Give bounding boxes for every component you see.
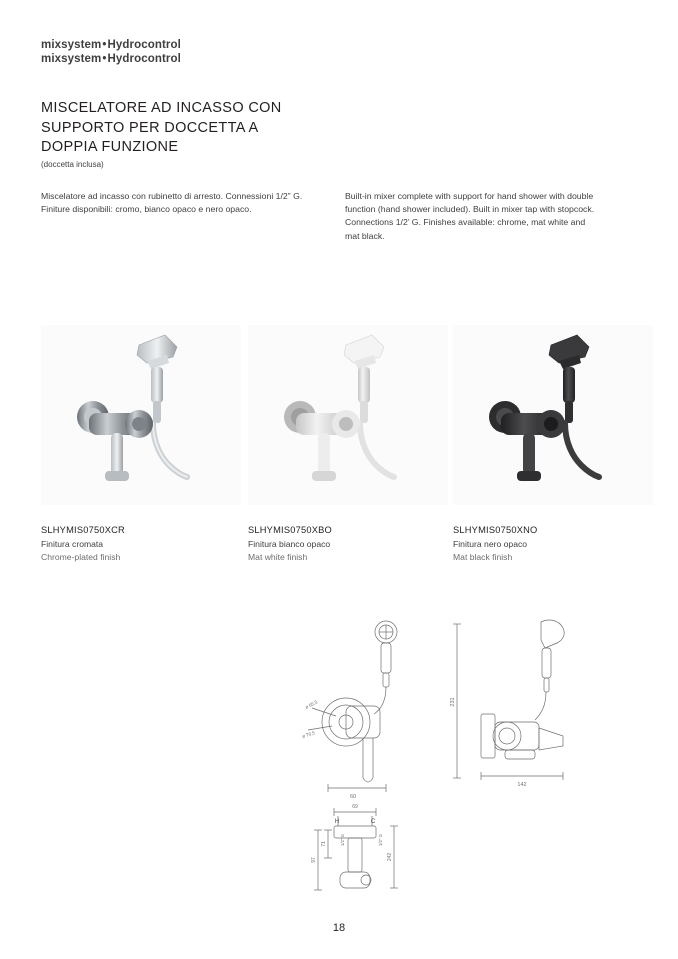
bottom-view-left-dim: 97 bbox=[311, 857, 317, 863]
page-title-line-2: SUPPORTO PER DOCCETTA A bbox=[41, 119, 259, 136]
bottom-view-top-dim: 69 bbox=[352, 804, 358, 810]
bottom-view-graphic bbox=[290, 800, 420, 905]
product-photo-mat-white-graphic bbox=[248, 325, 448, 505]
header-brand-2: mixsystem bbox=[41, 53, 102, 65]
header-line-2 bbox=[41, 52, 181, 66]
product-code: SLHYMIS0750XBO bbox=[248, 525, 332, 535]
description-italian: Miscelatore ad incasso con rubinetto di arresto. Connessioni 1/2” G. Finiture disponibili: cromo, bianco opaco e nero opaco. bbox=[41, 191, 303, 215]
front-view-inner-diameter-dim: ø 70,5 bbox=[301, 730, 316, 739]
side-view-width-dim: 142 bbox=[517, 782, 527, 788]
header-brand-1: mixsystem bbox=[41, 39, 102, 51]
page-title-line-1: MISCELATORE AD INCASSO CON bbox=[41, 100, 282, 116]
product-finish-english: Chrome-plated finish bbox=[41, 551, 121, 562]
bottom-view-right-dim: 242 bbox=[387, 852, 393, 862]
product-caption-mat-white bbox=[248, 525, 448, 563]
product-photo-mat-white bbox=[248, 325, 448, 505]
page-header bbox=[41, 38, 181, 66]
front-view-graphic bbox=[290, 610, 430, 800]
product-finish-italian: Finitura cromata bbox=[41, 539, 104, 549]
page-title-line-3: DOPPIA FUNZIONE bbox=[41, 139, 179, 155]
header-family-1: Hydrocontrol bbox=[107, 39, 181, 51]
front-view-width-dim: 60 bbox=[349, 794, 357, 800]
product-finish-italian: Finitura nero opaco bbox=[453, 539, 528, 549]
header-bullet-2: • bbox=[102, 53, 107, 65]
product-caption-mat-black bbox=[453, 525, 653, 563]
product-image-row bbox=[41, 325, 637, 505]
bottom-view-thread-left: 1/2” G bbox=[340, 834, 345, 846]
side-view-drawing bbox=[445, 610, 605, 800]
side-view-height-dim: 231 bbox=[450, 697, 456, 707]
bottom-view-label-cold: C bbox=[370, 819, 376, 825]
header-line-1 bbox=[41, 38, 181, 52]
product-photo-mat-black-graphic bbox=[453, 325, 653, 505]
header-family-2: Hydrocontrol bbox=[107, 53, 181, 65]
page-number: 18 bbox=[332, 922, 346, 934]
product-code: SLHYMIS0750XNO bbox=[453, 525, 538, 535]
description-english: Built-in mixer complete with support for hand shower with double function (hand shower included). Built in mixer tap with stopcock. Connections 1/2’ G. Finishes available: chrome, mat white and mat black. bbox=[345, 191, 595, 241]
front-view-drawing bbox=[290, 610, 430, 800]
bottom-view-thread-right: 1/2” G bbox=[378, 834, 383, 846]
product-photo-chrome bbox=[41, 325, 241, 505]
product-finish-italian: Finitura bianco opaco bbox=[248, 539, 331, 549]
bottom-view-drawing bbox=[290, 800, 420, 905]
technical-drawings bbox=[280, 610, 620, 900]
product-photo-mat-black bbox=[453, 325, 653, 505]
page-title bbox=[41, 99, 371, 158]
side-view-graphic bbox=[445, 610, 605, 800]
product-caption-chrome bbox=[41, 525, 241, 563]
header-bullet-1: • bbox=[102, 39, 107, 51]
product-finish-english: Mat white finish bbox=[248, 551, 308, 562]
front-view-outer-diameter-dim: ø 65,5 bbox=[304, 699, 319, 710]
bottom-view-left-small-dim: 71 bbox=[321, 841, 327, 847]
product-photo-chrome-graphic bbox=[41, 325, 241, 505]
page-subtitle: (doccetta inclusa) bbox=[41, 160, 104, 169]
bottom-view-label-hot: H bbox=[334, 819, 340, 825]
product-finish-english: Mat black finish bbox=[453, 551, 513, 562]
product-code: SLHYMIS0750XCR bbox=[41, 525, 125, 535]
product-caption-row bbox=[41, 525, 641, 575]
